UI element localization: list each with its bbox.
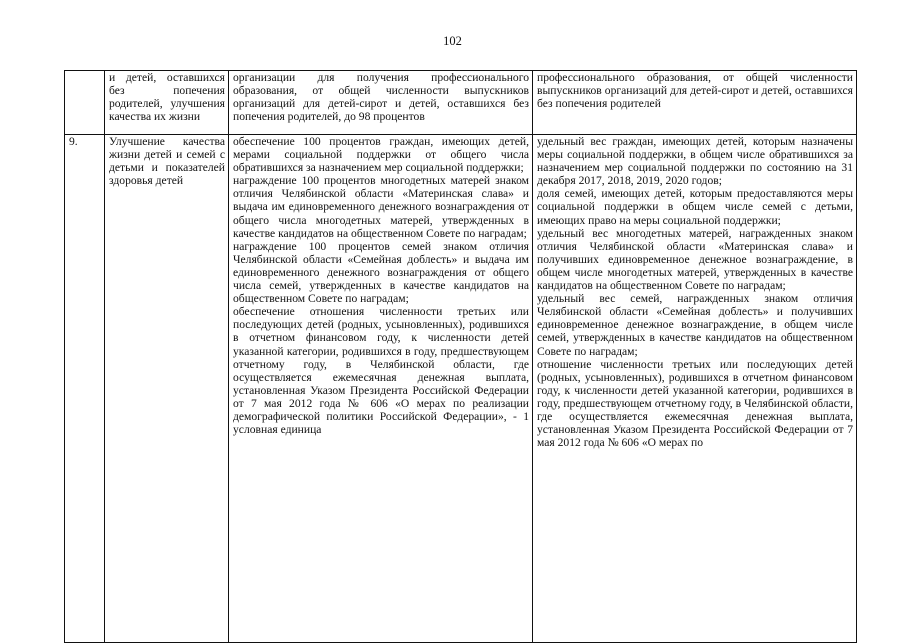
row-number-cell: [65, 135, 105, 643]
indicator-paragraph: профессионального образования, от общей численности выпускников организаций для детей-сирот и детей, оставшихся без попечения родителей: [537, 71, 853, 111]
row-number: 9.: [69, 135, 78, 148]
table-row: [65, 135, 857, 643]
indicator-paragraph: отношение численности третьих или последующих детей (родных, усыновленных), родившихся в отчетном финансовом году, к численности детей указанной категории, родившихся в году, предшествующем отчетному году, в Челябинской области, где осуществляется ежемесячная денежная выплата, установленная Указом Президента Российской Федерации от 7 мая 2012 года № 606 «О мерах по: [537, 357, 853, 450]
task-paragraph: награждение 100 процентов семей знаком отличия Челябинской области «Семейная доблесть» и выдача им единовременного денежного вознаграждения от общего числа семей, утвержденных в качестве кандидатов на общественном Совете по наградам;: [233, 239, 529, 306]
table-row: [65, 71, 857, 135]
indicator-cell: [533, 71, 857, 135]
indicator-cell: [533, 135, 857, 643]
goal-cell: [105, 135, 229, 643]
document-table: [64, 70, 857, 643]
indicator-paragraph: удельный вес семей, награжденных знаком отличия Челябинской области «Семейная доблесть» и получивших единовременное денежное вознаграждение, в общем числе семей, утвержденных в качестве кандидатов на общественном Совете по наградам;: [537, 292, 853, 358]
goal-text: и детей, оставшихся без попечения родителей, улучшения качества их жизни: [109, 71, 225, 124]
task-paragraph: обеспечение 100 процентов граждан, имеющих детей, мерами социальной поддержки от общего числа обратившихся за назначением мер социальной поддержки;: [233, 135, 529, 175]
indicator-paragraph: удельный вес граждан, имеющих детей, которым назначены меры социальной поддержки, в общем числе обратившихся за назначением мер социальной поддержки по состоянию на 31 декабря 2017, 2018, 2019, 2020 годов;: [537, 135, 853, 188]
indicator-paragraph: удельный вес многодетных матерей, награжденных знаком отличия Челябинской области «Материнская слава» и получивших единовременное денежное вознаграждение, в общем числе многодетных матерей, утвержденных в качестве кандидатов на общественном Совете по наградам;: [537, 226, 853, 293]
task-paragraph: организации для получения профессионального образования, от общей численности выпускников организаций для детей-сирот и детей, оставшихся без попечения родителей, до 98 процентов: [233, 71, 529, 124]
row-number-cell: [65, 71, 105, 135]
task-paragraph: обеспечение отношения численности третьих или последующих детей (родных, усыновленных), родившихся в отчетном финансовом году, к численности детей указанной категории, родившихся в году, предшествующем отчетному году, в Челябинской области, где осуществляется ежемесячная денежная выплата, установленная Указом Президента Российской Федерации от 7 мая 2012 года № 606 «О мерах по реализации демографической политики Российской Федерации», - 1 условная единица: [233, 305, 529, 437]
task-cell: [229, 71, 533, 135]
task-cell: [229, 135, 533, 643]
goal-text: Улучшение качества жизни детей и семей с детьми и показателей здоровья детей: [109, 135, 225, 188]
page-number: 102: [443, 34, 462, 48]
task-paragraph: награждение 100 процентов многодетных матерей знаком отличия Челябинской области «Материнская слава» и выдача им единовременного денежного вознаграждения от общего числа многодетных матерей, утвержденных в качестве кандидатов на общественном Совете по наградам;: [233, 174, 529, 240]
indicator-paragraph: доля семей, имеющих детей, которым предоставляются меры социальной поддержки в общем числе семей с детьми, имеющих право на меры социальной поддержки;: [537, 187, 853, 227]
goal-cell: [105, 71, 229, 135]
